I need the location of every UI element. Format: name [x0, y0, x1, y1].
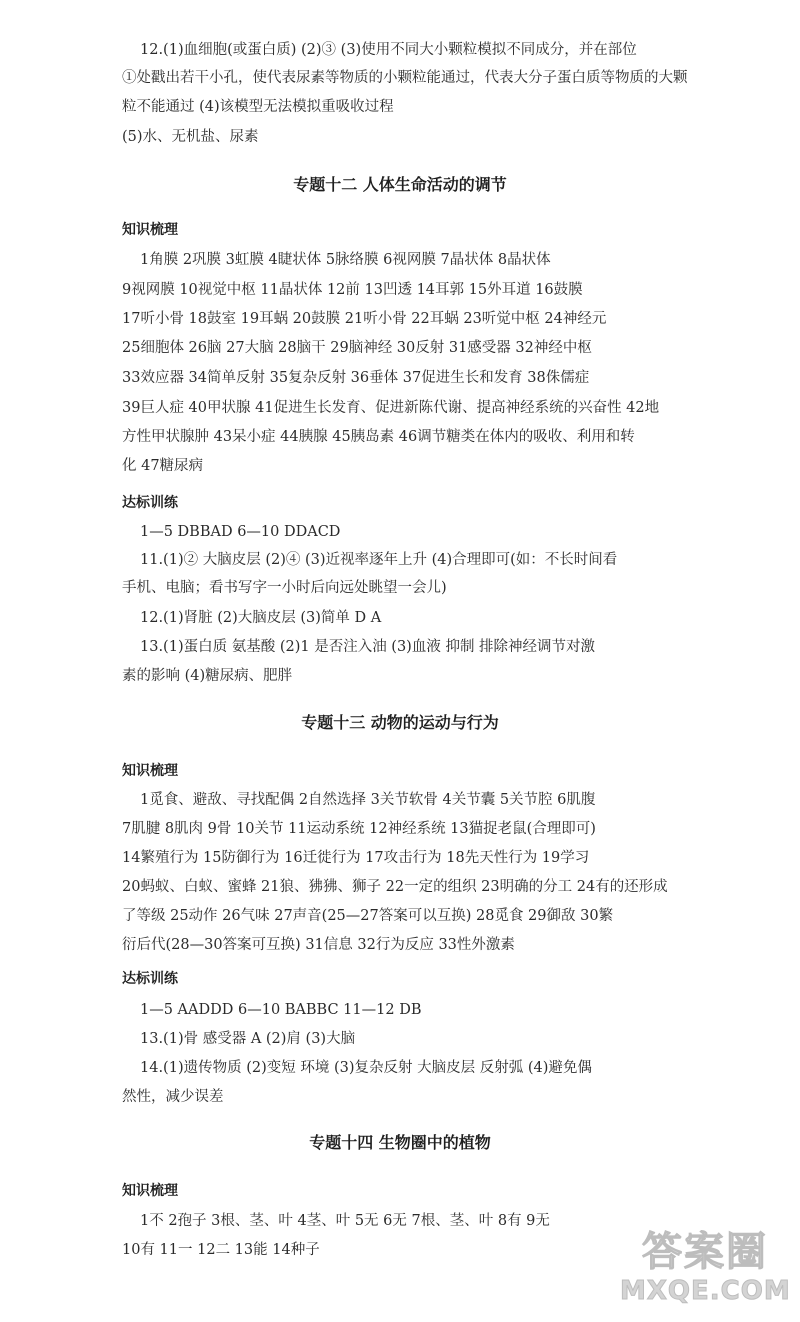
drill-heading: 达标训练 [122, 495, 178, 511]
drill-line: 12.(1)肾脏 (2)大脑皮层 (3)简单 D A [140, 610, 382, 626]
knowledge-line: 1觅食、避敌、寻找配偶 2自然选择 3关节软骨 4关节囊 5关节腔 6肌腹 [140, 792, 596, 808]
drill-line: 1—5 DBBAD 6—10 DDACD [140, 524, 341, 540]
knowledge-line: 衍后代(28—30答案可互换) 31信息 32行为反应 33性外激素 [122, 937, 515, 953]
knowledge-line: 9视网膜 10视觉中枢 11晶状体 12前 13凹透 14耳郭 15外耳道 16鼓膜 [122, 282, 583, 298]
drill-line: 然性，减少误差 [122, 1089, 224, 1105]
knowledge-line: 14繁殖行为 15防御行为 16迁徙行为 17攻击行为 18先天性行为 19学习 [122, 850, 590, 866]
watermark-logo [620, 1220, 790, 1315]
knowledge-line: 化 47糖尿病 [122, 458, 204, 474]
knowledge-line: 10有 11一 12二 13能 14种子 [122, 1242, 320, 1258]
knowledge-line: 20蚂蚁、白蚁、蜜蜂 21狼、狒狒、狮子 22一定的组织 23明确的分工 24有的还形成 [122, 879, 668, 895]
knowledge-line: 1角膜 2巩膜 3虹膜 4睫状体 5脉络膜 6视网膜 7晶状体 8晶状体 [140, 252, 551, 268]
drill-heading: 达标训练 [122, 971, 178, 987]
drill-line: 手机、电脑；看书写字一小时后向远处眺望一会儿) [122, 580, 447, 596]
answer-line: (5)水、无机盐、尿素 [122, 129, 259, 145]
drill-line: 素的影响 (4)糖尿病、肥胖 [122, 668, 293, 684]
section-title-14: 专题十四 生物圈中的植物 [309, 1133, 491, 1152]
answer-line: 12.(1)血细胞(或蛋白质) (2)③ (3)使用不同大小颗粒模拟不同成分，并在部位 [140, 42, 637, 58]
watermark-url: MXQE.COM [620, 1276, 791, 1306]
knowledge-line: 33效应器 34简单反射 35复杂反射 36垂体 37促进生长和发育 38侏儒症 [122, 370, 590, 386]
watermark-text: 答案圈 [642, 1229, 768, 1275]
section-title-12: 专题十二 人体生命活动的调节 [293, 175, 507, 194]
knowledge-heading: 知识梳理 [122, 222, 178, 238]
knowledge-line: 了等级 25动作 26气味 27声音(25—27答案可以互换) 28觅食 29御敌 30繁 [122, 908, 614, 924]
knowledge-line: 方性甲状腺肿 43呆小症 44胰腺 45胰岛素 46调节糖类在体内的吸收、利用和转 [122, 429, 635, 445]
knowledge-line: 17听小骨 18鼓室 19耳蜗 20鼓膜 21听小骨 22耳蜗 23听觉中枢 24神经元 [122, 311, 607, 327]
drill-line: 13.(1)蛋白质 氨基酸 (2)1 是否注入油 (3)血液 抑制 排除神经调节对激 [140, 639, 596, 655]
knowledge-line: 7肌腱 8肌肉 9骨 10关节 11运动系统 12神经系统 13猫捉老鼠(合理即可) [122, 821, 596, 837]
drill-line: 1—5 AADDD 6—10 BABBC 11—12 DB [140, 1002, 422, 1018]
knowledge-heading: 知识梳理 [122, 1183, 178, 1199]
drill-line: 11.(1)② 大脑皮层 (2)④ (3)近视率逐年上升 (4)合理即可(如：不长时间看 [140, 552, 618, 568]
section-title-13: 专题十三 动物的运动与行为 [301, 713, 499, 732]
answer-line: 粒不能通过 (4)该模型无法模拟重吸收过程 [122, 99, 394, 115]
knowledge-heading: 知识梳理 [122, 763, 178, 779]
drill-line: 14.(1)遗传物质 (2)变短 环境 (3)复杂反射 大脑皮层 反射弧 (4)避免偶 [140, 1060, 592, 1076]
knowledge-line: 1不 2孢子 3根、茎、叶 4茎、叶 5无 6无 7根、茎、叶 8有 9无 [140, 1213, 550, 1229]
knowledge-line: 25细胞体 26脑 27大脑 28脑干 29脑神经 30反射 31感受器 32神经中枢 [122, 340, 592, 356]
knowledge-line: 39巨人症 40甲状腺 41促进生长发育、促进新陈代谢、提高神经系统的兴奋性 42地 [122, 400, 660, 416]
drill-line: 13.(1)骨 感受器 A (2)肩 (3)大脑 [140, 1031, 356, 1047]
answer-line: ①处戳出若干小孔，使代表尿素等物质的小颗粒能通过，代表大分子蛋白质等物质的大颗 [122, 70, 688, 86]
